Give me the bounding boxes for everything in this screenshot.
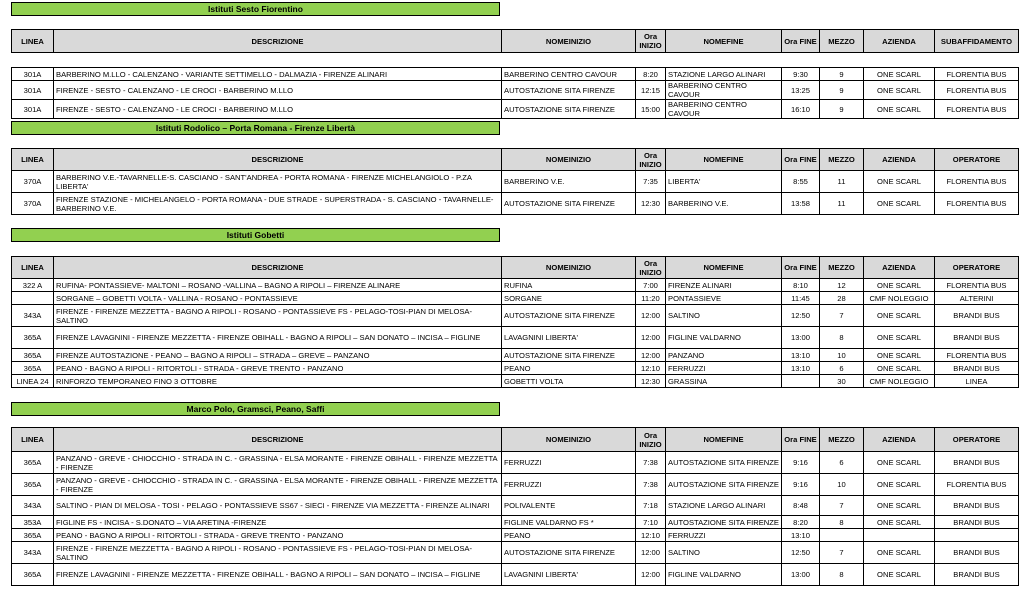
schedule-table-marco-polo — [11, 427, 1019, 586]
cell: RUFINA- PONTASSIEVE- MALTONI – ROSANO -VALLINA – BAGNO A RIPOLI – FIRENZE ALINARE — [54, 279, 502, 292]
cell: FERRUZZI — [502, 474, 636, 496]
schedule-table-gobetti — [11, 256, 1019, 388]
cell: BARBERINO V.E. — [666, 193, 782, 215]
cell: 12:50 — [782, 305, 820, 327]
cell: BARBERINO M.LLO - CALENZANO - VARIANTE SETTIMELLO - DALMAZIA - FIRENZE ALINARI — [54, 68, 502, 81]
col-header: Ora INIZIO — [636, 257, 666, 279]
table-row — [12, 279, 1019, 292]
cell: 13:00 — [782, 564, 820, 586]
cell: 10 — [820, 349, 864, 362]
cell: BRANDI BUS — [935, 496, 1019, 516]
cell: BARBERINO V.E.-TAVARNELLE-S. CASCIANO - SANT'ANDREA - PORTA ROMANA - FIRENZE MICHELANGIOLO - P.ZA LIBERTA' — [54, 171, 502, 193]
cell: 365A — [12, 564, 54, 586]
col-header: LINEA — [12, 257, 54, 279]
cell: 343A — [12, 496, 54, 516]
cell: PEANO - BAGNO A RIPOLI - RITORTOLI - STRADA - GREVE TRENTO - PANZANO — [54, 362, 502, 375]
cell: STAZIONE LARGO ALINARI — [666, 496, 782, 516]
cell: ONE SCARL — [864, 496, 935, 516]
cell: 12:00 — [636, 327, 666, 349]
cell: AUTOSTAZIONE SITA FIRENZE — [666, 474, 782, 496]
table-row — [12, 496, 1019, 516]
col-header: AZIENDA — [864, 428, 935, 452]
cell — [782, 375, 820, 388]
table-row — [12, 516, 1019, 529]
col-header: NOMEINIZIO — [502, 257, 636, 279]
cell: FIRENZE STAZIONE - MICHELANGELO - PORTA ROMANA - DUE STRADE - SUPERSTRADA - S. CASCIANO - TAVARNELLE-BARBERINO V.E. — [54, 193, 502, 215]
col-header: NOMEFINE — [666, 30, 782, 53]
cell: BRANDI BUS — [935, 564, 1019, 586]
cell: RUFINA — [502, 279, 636, 292]
cell: LAVAGNINI LIBERTA' — [502, 564, 636, 586]
table-row — [12, 349, 1019, 362]
cell: FLORENTIA BUS — [935, 68, 1019, 81]
cell: 365A — [12, 452, 54, 474]
cell: ONE SCARL — [864, 305, 935, 327]
cell: PANZANO — [666, 349, 782, 362]
cell: 353A — [12, 516, 54, 529]
cell: SALTINO - PIAN DI MELOSA - TOSI - PELAGO - PONTASSIEVE SS67 - SIECI - FIRENZE VIA MEZZETTA - FIRENZE ALINARI — [54, 496, 502, 516]
cell: 365A — [12, 362, 54, 375]
col-header: AZIENDA — [864, 257, 935, 279]
cell — [820, 529, 864, 542]
table-row — [12, 68, 1019, 81]
cell: LINEA — [935, 375, 1019, 388]
cell: 11:20 — [636, 292, 666, 305]
cell: PEANO — [502, 362, 636, 375]
cell: 12:15 — [636, 81, 666, 100]
section-title-marco-polo: Marco Polo, Gramsci, Peano, Saffi — [11, 402, 500, 416]
col-header: NOMEINIZIO — [502, 149, 636, 171]
cell: FIRENZE AUTOSTAZIONE - PEANO – BAGNO A RIPOLI – STRADA – GREVE – PANZANO — [54, 349, 502, 362]
cell: 9 — [820, 100, 864, 119]
cell: 7:10 — [636, 516, 666, 529]
cell: POLIVALENTE — [502, 496, 636, 516]
cell: 13:10 — [782, 362, 820, 375]
cell: 8 — [820, 516, 864, 529]
table-row — [12, 564, 1019, 586]
col-header: NOMEINIZIO — [502, 30, 636, 53]
col-header: DESCRIZIONE — [54, 30, 502, 53]
cell: AUTOSTAZIONE SITA FIRENZE — [502, 542, 636, 564]
cell: 13:25 — [782, 81, 820, 100]
cell: FIRENZE LAVAGNINI - FIRENZE MEZZETTA - FIRENZE OBIHALL - BAGNO A RIPOLI – SAN DONATO – INCISA – FIGLINE — [54, 327, 502, 349]
cell: 9 — [820, 68, 864, 81]
col-header: Ora FINE — [782, 257, 820, 279]
cell: GRASSINA — [666, 375, 782, 388]
col-header: Ora FINE — [782, 30, 820, 53]
cell: BARBERINO CENTRO CAVOUR — [666, 81, 782, 100]
cell: SORGANE – GOBETTI VOLTA - VALLINA - ROSANO - PONTASSIEVE — [54, 292, 502, 305]
cell: 8:48 — [782, 496, 820, 516]
col-header: Ora INIZIO — [636, 428, 666, 452]
col-header: NOMEFINE — [666, 149, 782, 171]
col-header: AZIENDA — [864, 149, 935, 171]
cell: 16:10 — [782, 100, 820, 119]
cell: PANZANO - GREVE - CHIOCCHIO - STRADA IN C. - GRASSINA - ELSA MORANTE - FIRENZE OBIHALL - FIRENZE MEZZETTA - FIRENZE — [54, 452, 502, 474]
col-header: LINEA — [12, 30, 54, 53]
table-row — [12, 362, 1019, 375]
table-row — [12, 452, 1019, 474]
cell — [12, 292, 54, 305]
cell: ONE SCARL — [864, 193, 935, 215]
section-title-rodolico: Istituti Rodolico – Porta Romana - Firenze Libertà — [11, 121, 500, 135]
col-header: OPERATORE — [935, 428, 1019, 452]
cell: AUTOSTAZIONE SITA FIRENZE — [502, 81, 636, 100]
cell: FLORENTIA BUS — [935, 193, 1019, 215]
cell: FIGLINE VALDARNO FS * — [502, 516, 636, 529]
col-header: MEZZO — [820, 257, 864, 279]
col-header: DESCRIZIONE — [54, 149, 502, 171]
cell: 11 — [820, 193, 864, 215]
cell: GOBETTI VOLTA — [502, 375, 636, 388]
cell: ONE SCARL — [864, 100, 935, 119]
cell: ONE SCARL — [864, 564, 935, 586]
cell: 9:30 — [782, 68, 820, 81]
cell: FIRENZE - SESTO - CALENZANO - LE CROCI - BARBERINO M.LLO — [54, 100, 502, 119]
cell: FERRUZZI — [502, 452, 636, 474]
cell: ONE SCARL — [864, 68, 935, 81]
cell: 7 — [820, 496, 864, 516]
cell: 13:10 — [782, 349, 820, 362]
cell: PANZANO - GREVE - CHIOCCHIO - STRADA IN C. - GRASSINA - ELSA MORANTE - FIRENZE OBIHALL - FIRENZE MEZZETTA - FIRENZE — [54, 474, 502, 496]
cell: ONE SCARL — [864, 452, 935, 474]
cell: BRANDI BUS — [935, 305, 1019, 327]
table-header-row — [12, 149, 1019, 171]
table-row — [12, 193, 1019, 215]
cell: 7 — [820, 305, 864, 327]
schedule-table-rodolico — [11, 148, 1019, 215]
cell: CMF NOLEGGIO — [864, 375, 935, 388]
cell: 9 — [820, 81, 864, 100]
schedule-table-sesto — [11, 29, 1019, 119]
col-header: OPERATORE — [935, 149, 1019, 171]
cell: 12:30 — [636, 375, 666, 388]
cell: FIRENZE ALINARI — [666, 279, 782, 292]
cell: 8 — [820, 327, 864, 349]
cell: FLORENTIA BUS — [935, 81, 1019, 100]
col-header: NOMEFINE — [666, 428, 782, 452]
cell: FLORENTIA BUS — [935, 171, 1019, 193]
col-header: AZIENDA — [864, 30, 935, 53]
cell: 8:10 — [782, 279, 820, 292]
cell: LIBERTA' — [666, 171, 782, 193]
cell — [864, 529, 935, 542]
cell: FLORENTIA BUS — [935, 100, 1019, 119]
cell: BRANDI BUS — [935, 362, 1019, 375]
table-header-row — [12, 257, 1019, 279]
cell: 12:00 — [636, 564, 666, 586]
cell: BRANDI BUS — [935, 516, 1019, 529]
cell: 7:00 — [636, 279, 666, 292]
cell: 7:38 — [636, 474, 666, 496]
col-header: Ora INIZIO — [636, 149, 666, 171]
table-row — [12, 375, 1019, 388]
cell: 7:18 — [636, 496, 666, 516]
cell: ONE SCARL — [864, 542, 935, 564]
col-header: Ora FINE — [782, 149, 820, 171]
cell: FIGLINE VALDARNO — [666, 327, 782, 349]
cell: ONE SCARL — [864, 474, 935, 496]
cell: 370A — [12, 193, 54, 215]
cell: 12:10 — [636, 362, 666, 375]
cell: ONE SCARL — [864, 327, 935, 349]
cell: 370A — [12, 171, 54, 193]
cell — [935, 529, 1019, 542]
cell: 13:10 — [782, 529, 820, 542]
cell: PEANO — [502, 529, 636, 542]
table-row — [12, 305, 1019, 327]
cell: 7 — [820, 542, 864, 564]
cell: AUTOSTAZIONE SITA FIRENZE — [502, 305, 636, 327]
cell: ONE SCARL — [864, 171, 935, 193]
table-row — [12, 327, 1019, 349]
cell: FIGLINE VALDARNO — [666, 564, 782, 586]
cell: FLORENTIA BUS — [935, 279, 1019, 292]
cell: 7:35 — [636, 171, 666, 193]
col-header: LINEA — [12, 428, 54, 452]
cell: BARBERINO V.E. — [502, 171, 636, 193]
cell: FLORENTIA BUS — [935, 474, 1019, 496]
cell: 322 A — [12, 279, 54, 292]
cell: 13:00 — [782, 327, 820, 349]
col-header: NOMEINIZIO — [502, 428, 636, 452]
cell: BRANDI BUS — [935, 452, 1019, 474]
col-header: DESCRIZIONE — [54, 257, 502, 279]
cell: AUTOSTAZIONE SITA FIRENZE — [502, 193, 636, 215]
cell: 365A — [12, 327, 54, 349]
cell: 8 — [820, 564, 864, 586]
cell: 8:20 — [636, 68, 666, 81]
cell: 12 — [820, 279, 864, 292]
table-header-row — [12, 428, 1019, 452]
col-header: MEZZO — [820, 149, 864, 171]
cell: BRANDI BUS — [935, 542, 1019, 564]
cell: 343A — [12, 305, 54, 327]
table-row — [12, 529, 1019, 542]
cell: 11 — [820, 171, 864, 193]
cell: 8:55 — [782, 171, 820, 193]
cell: 365A — [12, 529, 54, 542]
cell: 12:10 — [636, 529, 666, 542]
cell: ONE SCARL — [864, 349, 935, 362]
table-row — [12, 542, 1019, 564]
cell: LAVAGNINI LIBERTA' — [502, 327, 636, 349]
section-title-gobetti: Istituti Gobetti — [11, 228, 500, 242]
cell: STAZIONE LARGO ALINARI — [666, 68, 782, 81]
cell: AUTOSTAZIONE SITA FIRENZE — [502, 100, 636, 119]
cell: 365A — [12, 474, 54, 496]
cell: FERRUZZI — [666, 362, 782, 375]
cell: ONE SCARL — [864, 362, 935, 375]
cell: SORGANE — [502, 292, 636, 305]
cell: 28 — [820, 292, 864, 305]
cell: 301A — [12, 68, 54, 81]
cell: 365A — [12, 349, 54, 362]
cell: 30 — [820, 375, 864, 388]
table-row — [12, 292, 1019, 305]
table-row — [12, 474, 1019, 496]
col-header: DESCRIZIONE — [54, 428, 502, 452]
col-header: Ora FINE — [782, 428, 820, 452]
cell: 343A — [12, 542, 54, 564]
cell: SALTINO — [666, 542, 782, 564]
col-header: OPERATORE — [935, 257, 1019, 279]
cell: ALTERINI — [935, 292, 1019, 305]
cell: FIRENZE - FIRENZE MEZZETTA - BAGNO A RIPOLI - ROSANO - PONTASSIEVE FS - PELAGO-TOSI-PIAN DI MELOSA-SALTINO — [54, 305, 502, 327]
cell: 13:58 — [782, 193, 820, 215]
table-row — [12, 81, 1019, 100]
cell: ONE SCARL — [864, 279, 935, 292]
table-header-row — [12, 30, 1019, 53]
cell: FERRUZZI — [666, 529, 782, 542]
cell: PONTASSIEVE — [666, 292, 782, 305]
col-header: SUBAFFIDAMENTO — [935, 30, 1019, 53]
cell: ONE SCARL — [864, 81, 935, 100]
cell: 301A — [12, 100, 54, 119]
cell: AUTOSTAZIONE SITA FIRENZE — [502, 349, 636, 362]
section-title-sesto: Istituti Sesto Fiorentino — [11, 2, 500, 16]
cell: 11:45 — [782, 292, 820, 305]
table-row — [12, 100, 1019, 119]
cell: ONE SCARL — [864, 516, 935, 529]
cell: BRANDI BUS — [935, 327, 1019, 349]
cell: RINFORZO TEMPORANEO FINO 3 OTTOBRE — [54, 375, 502, 388]
cell: FIRENZE - SESTO - CALENZANO - LE CROCI - BARBERINO M.LLO — [54, 81, 502, 100]
col-header: MEZZO — [820, 428, 864, 452]
cell: 15:00 — [636, 100, 666, 119]
cell: AUTOSTAZIONE SITA FIRENZE — [666, 452, 782, 474]
cell: FIRENZE - FIRENZE MEZZETTA - BAGNO A RIPOLI - ROSANO - PONTASSIEVE FS - PELAGO-TOSI-PIAN DI MELOSA-SALTINO — [54, 542, 502, 564]
cell: SALTINO — [666, 305, 782, 327]
col-header: LINEA — [12, 149, 54, 171]
cell: BARBERINO CENTRO CAVOUR — [666, 100, 782, 119]
cell: FIRENZE LAVAGNINI - FIRENZE MEZZETTA - FIRENZE OBIHALL - BAGNO A RIPOLI – SAN DONATO – INCISA – FIGLINE — [54, 564, 502, 586]
table-row — [12, 171, 1019, 193]
cell: PEANO - BAGNO A RIPOLI - RITORTOLI - STRADA - GREVE TRENTO - PANZANO — [54, 529, 502, 542]
cell: BARBERINO CENTRO CAVOUR — [502, 68, 636, 81]
cell: 6 — [820, 362, 864, 375]
col-header: MEZZO — [820, 30, 864, 53]
cell: CMF NOLEGGIO — [864, 292, 935, 305]
cell: 12:30 — [636, 193, 666, 215]
col-header: Ora INIZIO — [636, 30, 666, 53]
cell: AUTOSTAZIONE SITA FIRENZE — [666, 516, 782, 529]
cell: 8:20 — [782, 516, 820, 529]
cell: FLORENTIA BUS — [935, 349, 1019, 362]
cell: 12:00 — [636, 349, 666, 362]
col-header: NOMEFINE — [666, 257, 782, 279]
cell: 9:16 — [782, 474, 820, 496]
cell: 301A — [12, 81, 54, 100]
cell: 10 — [820, 474, 864, 496]
cell: 7:38 — [636, 452, 666, 474]
cell: 12:00 — [636, 542, 666, 564]
cell: 6 — [820, 452, 864, 474]
cell: 9:16 — [782, 452, 820, 474]
cell: 12:50 — [782, 542, 820, 564]
cell: LINEA 24 — [12, 375, 54, 388]
cell: 12:00 — [636, 305, 666, 327]
cell: FIGLINE FS - INCISA - S.DONATO – VIA ARETINA -FIRENZE — [54, 516, 502, 529]
